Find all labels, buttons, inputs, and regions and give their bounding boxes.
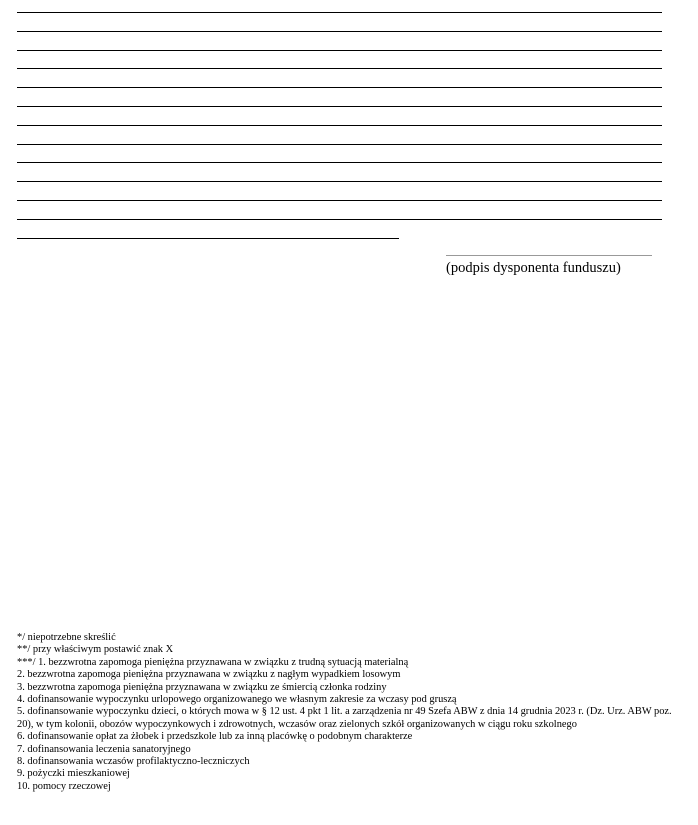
writing-line xyxy=(17,162,662,163)
writing-line xyxy=(17,31,662,32)
writing-line xyxy=(17,181,662,182)
writing-line xyxy=(17,144,662,145)
writing-line xyxy=(17,106,662,107)
footnote: ***/ 1. bezzwrotna zapomoga pieniężna przyznawana w związku z trudną sytuacją materialną xyxy=(17,656,409,668)
footnote: 5. dofinansowanie wypoczynku dzieci, o których mowa w § 12 ust. 4 pkt 1 lit. a zarządzenia nr 49 Szefa ABW z dnia 14 grudnia 2023 r. (Dz. Urz. ABW poz. 20), w tym kolonii, obozów wypoczynkowych i zdrowotnych, wczasów oraz zielonych szkół organizowanych w ciągu roku szkolnego xyxy=(17,706,672,730)
signature-label: (podpis dysponenta funduszu) xyxy=(446,260,621,276)
writing-line xyxy=(17,200,662,201)
signature-block xyxy=(446,255,652,277)
footnote: 10. pomocy rzeczowej xyxy=(17,780,111,792)
signature-line xyxy=(446,255,652,256)
justification-lines xyxy=(17,12,662,239)
footnote: */ niepotrzebne skreślić xyxy=(17,632,116,643)
writing-line xyxy=(17,87,662,88)
writing-line xyxy=(17,12,662,13)
footnote: 4. dofinansowanie wypoczynku urlopowego organizowanego we własnym zakresie za wczasy pod gruszą xyxy=(17,694,457,706)
writing-line xyxy=(17,125,662,126)
footnote: 6. dofinansowanie opłat za żłobek i przedszkole lub za inną placówkę o podobnym charakterze xyxy=(17,731,413,743)
writing-line xyxy=(17,219,662,220)
footnotes xyxy=(17,632,687,793)
writing-line-last xyxy=(17,238,399,239)
footnote: 8. dofinansowania wczasów profilaktyczno-leczniczych xyxy=(17,756,250,768)
footnote: 3. bezzwrotna zapomoga pieniężna przyznawana w związku ze śmiercią członka rodziny xyxy=(17,681,387,693)
writing-line xyxy=(17,50,662,51)
footnote: **/ przy właściwym postawić znak X xyxy=(17,644,174,656)
footnote: 9. pożyczki mieszkaniowej xyxy=(17,768,130,780)
footnote: 2. bezzwrotna zapomoga pieniężna przyznawana w związku z nagłym wypadkiem losowym xyxy=(17,669,401,681)
writing-line xyxy=(17,68,662,69)
footnote: 7. dofinansowania leczenia sanatoryjnego xyxy=(17,743,191,755)
